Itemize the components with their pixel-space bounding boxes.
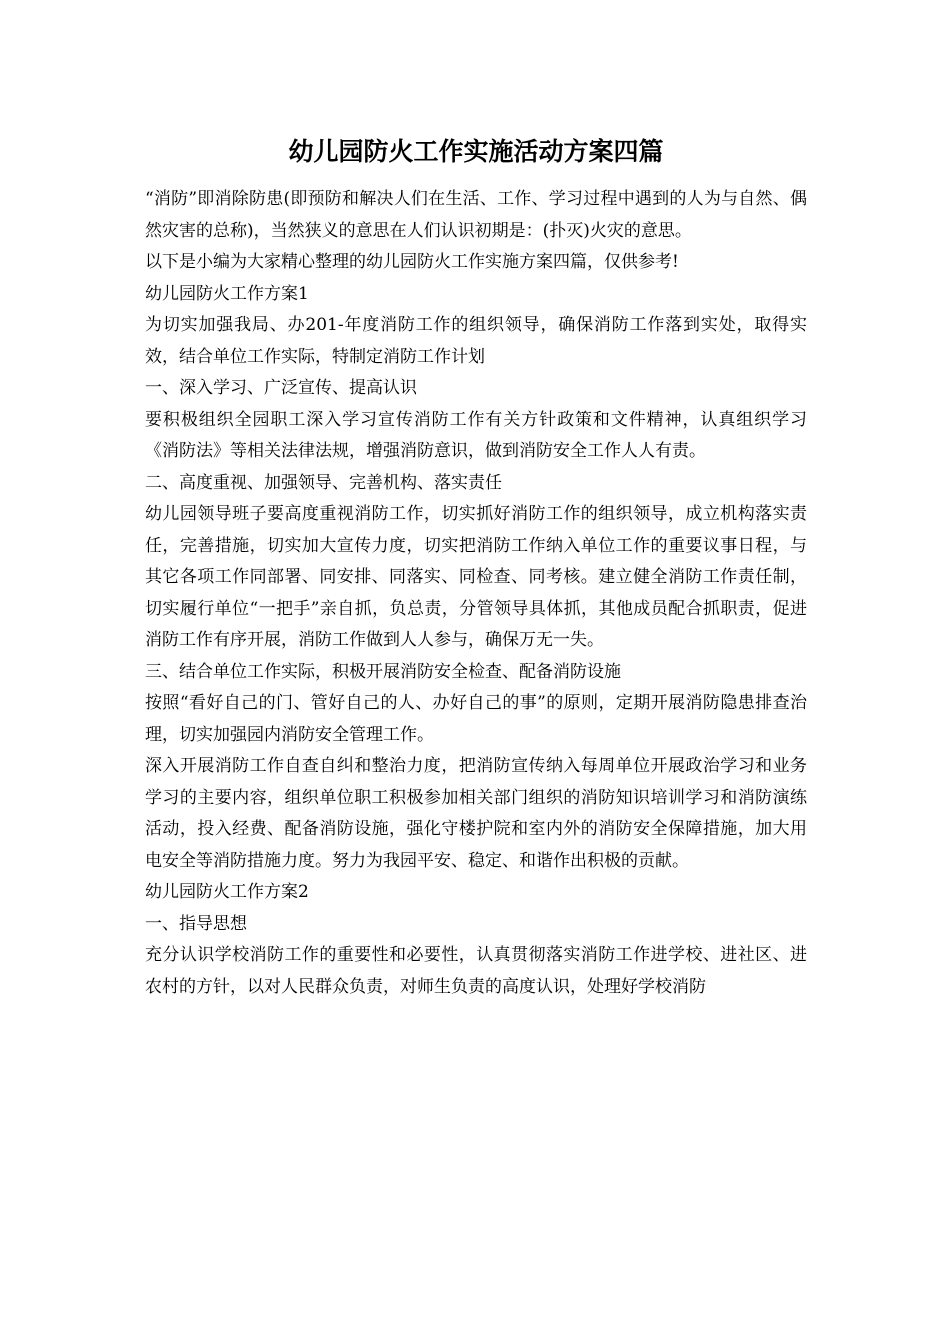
document-title: 幼儿园防火工作实施活动方案四篇 — [288, 137, 664, 166]
section-heading: 幼儿园防火工作方案1 — [145, 283, 309, 304]
body-paragraph: “消防”即消除防患(即预防和解决人们在生活、工作、学习过程中遇到的人为与自然、偶然灾害的总称)，当然狭义的意思在人们认识初期是：(扑灭)火灾的意思。 — [145, 189, 807, 241]
body-paragraph: 幼儿园领导班子要高度重视消防工作，切实抓好消防工作的组织领导，成立机构落实责任，完善措施，切实加大宣传力度，切实把消防工作纳入单位工作的重要议事日程，与其它各项工作同部署、同安排、同落实、同检查、同考核。建立健全消防工作责任制，切实履行单位“一把手”亲自抓，负总责，分管领导具体抓，其他成员配合抓职责，促进消防工作有序开展，消防工作做到人人参与，确保万无一失。 — [145, 504, 807, 650]
body-paragraph: 深入开展消防工作自查自纠和整治力度，把消防宣传纳入每周单位开展政治学习和业务学习的主要内容，组织单位职工积极参加相关部门组织的消防知识培训学习和消防演练活动，投入经费、配备消防设施，强化守楼护院和室内外的消防安全保障措施，加大用电安全等消防措施力度。努力为我园平安、稳定、和谐作出积极的贡献。 — [145, 756, 807, 871]
body-paragraph: 为切实加强我局、办201-年度消防工作的组织领导，确保消防工作落到实处，取得实效，结合单位工作实际，特制定消防工作计划 — [145, 315, 807, 367]
body-paragraph: 充分认识学校消防工作的重要性和必要性，认真贯彻落实消防工作进学校、进社区、进农村的方针，以对人民群众负责，对师生负责的高度认识，处理好学校消防 — [145, 945, 807, 997]
section-heading: 幼儿园防火工作方案2 — [145, 882, 309, 902]
body-paragraph: 按照“看好自己的门、管好自己的人、办好自己的事”的原则，定期开展消防隐患排查治理，切实加强园内消防安全管理工作。 — [145, 693, 807, 745]
section-heading: 三、结合单位工作实际，积极开展消防安全检查、配备消防设施 — [145, 661, 621, 682]
body-paragraph: 要积极组织全园职工深入学习宣传消防工作有关方针政策和文件精神，认真组织学习《消防法》等相关法律法规，增强消防意识，做到消防安全工作人人有责。 — [145, 409, 807, 461]
document-body — [145, 184, 807, 1003]
section-heading: 二、高度重视、加强领导、完善机构、落实责任 — [145, 472, 502, 493]
document-page — [145, 130, 807, 1003]
body-paragraph: 以下是小编为大家精心整理的幼儿园防火工作实施方案四篇，仅供参考! — [145, 252, 679, 272]
section-heading: 一、指导思想 — [145, 913, 247, 934]
section-heading: 一、深入学习、广泛宣传、提高认识 — [145, 378, 417, 398]
